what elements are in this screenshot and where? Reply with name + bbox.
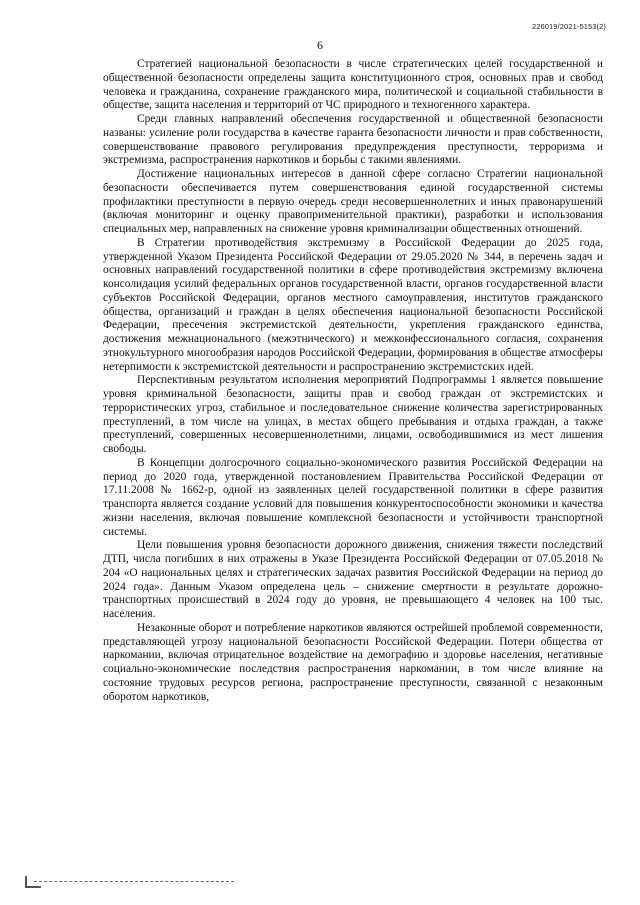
paragraph: В Концепции долгосрочного социально-экономического развития Российской Федерации на период до 2020 года, утвержденной постановлением Правительства Российской Федерации от 17.11.2008 № 1662-р, одной из заявленных целей государственной политики в сфере развития транспорта является создание условий для повышения конкурентоспособности экономики и качества жизни населения, включая повышение комплексной безопасности и устойчивости транспортной системы.	[103, 456, 603, 538]
paragraph: Достижение национальных интересов в данной сфере согласно Стратегии национальной безопасности обеспечивается путем совершенствования единой государственной системы профилактики преступности в первую очередь среди несовершеннолетних и иных правонарушений (включая мониторинг и оценку правоприменительной практики), разработки и использования специальных мер, направленных на снижение уровня криминализации общественных отношений.	[103, 168, 603, 235]
paragraph: Стратегией национальной безопасности в числе стратегических целей государственной и общественной безопасности определены защита конституционного строя, основных прав и свобод человека и гражданина, сохранение гражданского мира, политической и социальной стабильности в обществе, защита населения и территорий от ЧС природного и техногенного характера.	[103, 58, 603, 112]
paragraph: Перспективным результатом исполнения мероприятий Подпрограммы 1 является повышение уровня криминальной безопасности, защиты прав и свобод граждан от экстремистских и террористических угроз, стабильное и последовательное снижение количества зарегистрированных преступлений, в том числе на улицах, в местах общего пребывания и отдыха граждан, а также преступлений, совершенных несовершеннолетними, лицами, освободившимися из мест лишения свободы.	[103, 374, 603, 455]
page-number: 6	[317, 38, 323, 52]
document-id: 226019/2021-5153(2)	[531, 22, 606, 31]
paragraph: Цели повышения уровня безопасности дорожного движения, снижения тяжести последствий ДТП, числа погибших в них отражены в Указе Президента Российской Федерации от 07.05.2018 № 204 «О национальных целях и стратегических задачах развития Российской Федерации на период до 2024 года». Данным Указом определена цель – снижение смертности в результате дорожно-транспортных происшествий в 2024 году до уровня, не превышающего 4 человек на 100 тыс. населения.	[103, 539, 603, 620]
paragraph: В Стратегии противодействия экстремизму в Российской Федерации до 2025 года, утвержденной Указом Президента Российской Федерации от 29.05.2020 № 344, в перечень задач и основных направлений государственной политики в сфере противодействия экстремизму включена консолидация усилий федеральных органов государственной власти, органов государственной власти субъектов Российской Федерации, органов местного самоуправления, институтов гражданского общества, организаций и граждан в целях обеспечения национальной безопасности Российской Федерации, пресечения экстремистской деятельности, укрепления гражданского единства, достижения межнационального (межэтнического) и межконфессионального согласия, сохранения этнокультурного многообразия народов Российской Федерации, формирования в обществе атмосферы нетерпимости к экстремистской деятельности и распространению экстремистских идей.	[103, 236, 603, 373]
footer-rule	[34, 881, 234, 883]
paragraph: Незаконные оборот и потребление наркотиков являются острейшей проблемой современности, представляющей угрозу национальной безопасности Российской Федерации. Потери общества от наркомании, включая отрицательное воздействие на демографию и здоровье населения, негативные социально-экономические последствия распространения наркомании, в том числе влияние на состояние трудовых ресурсов региона, распространение преступности, связанной с незаконным оборотом наркотиков,	[103, 621, 603, 703]
paragraph: Среди главных направлений обеспечения государственной и общественной безопасности названы: усиление роли государства в качестве гаранта безопасности личности и прав собственности, совершенствование правового регулирования предупреждения преступности, терроризма и экстремизма, распространения наркотиков и борьбы с такими явлениями.	[103, 113, 603, 167]
document-body	[103, 58, 603, 704]
